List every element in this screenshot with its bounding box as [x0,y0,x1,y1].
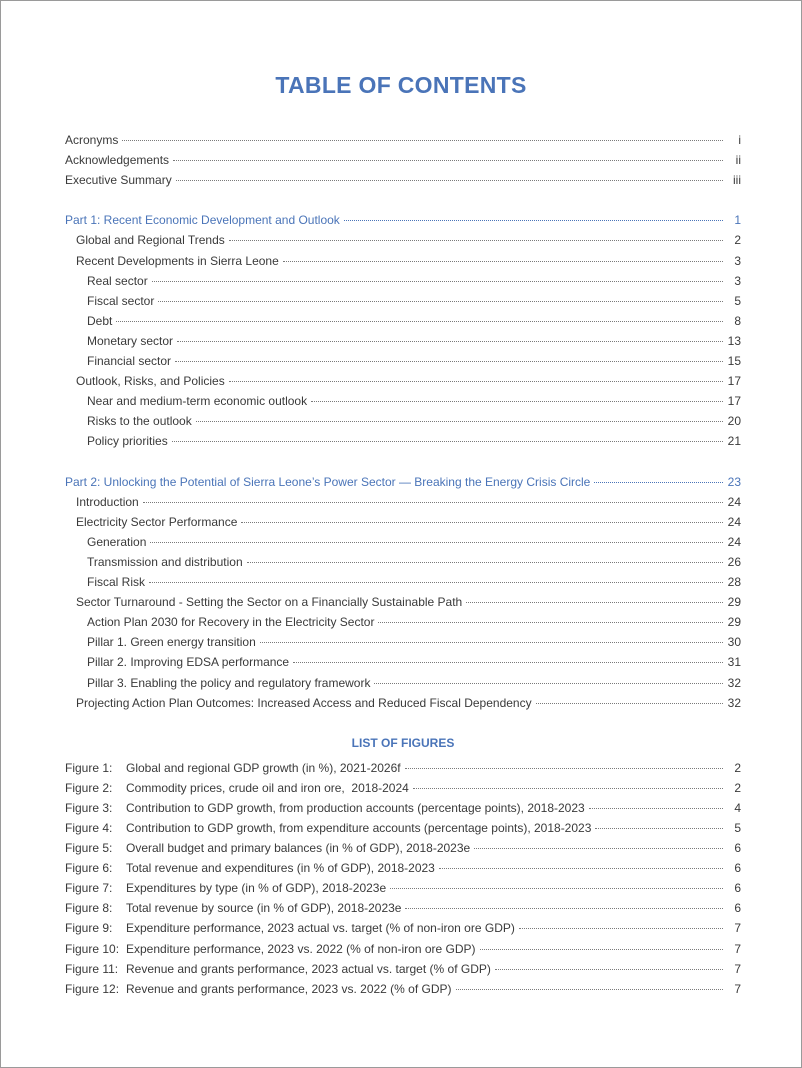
toc-entry-label: Electricity Sector Performance [76,514,238,529]
toc-entry-label: Near and medium-term economic outlook [87,394,308,409]
toc-entry-pillar-2[interactable] [65,652,741,672]
figure-page-number: 6 [734,861,741,876]
figure-entry[interactable] [65,898,741,918]
toc-page-number: iii [733,173,741,188]
dot-leader [405,908,723,909]
dot-leader [229,240,723,241]
figure-entry[interactable] [65,818,741,838]
dot-leader [196,421,723,422]
toc-entry-label: Recent Developments in Sierra Leone [76,253,279,268]
toc-entry-label: Monetary sector [87,333,174,348]
figure-number: Figure 9: [65,921,113,936]
figure-entry[interactable] [65,758,741,778]
figure-number: Figure 2: [65,780,113,795]
dot-leader [456,989,723,990]
toc-entry-label: Financial sector [87,354,172,369]
toc-page-number: 17 [727,394,741,409]
figure-page-number: 2 [734,760,741,775]
toc-entry-label: Global and Regional Trends [76,233,225,248]
figure-page-number: 7 [734,981,741,996]
dot-leader [439,868,723,869]
figure-caption: Contribution to GDP growth, from production accounts (percentage points), 2018-2023 [126,800,585,815]
figure-page-number: 5 [734,821,741,835]
dot-leader [247,562,723,563]
dot-leader [413,788,723,789]
figure-page-number: 7 [734,921,741,936]
toc-entry-label: Projecting Action Plan Outcomes: Increased Access and Reduced Fiscal Dependency [76,695,532,710]
dot-leader [176,180,723,181]
toc-entry-label: Acknowledgements [65,153,170,168]
toc-page-number: 5 [734,293,741,308]
toc-entry-generation[interactable] [65,532,741,552]
dot-leader [229,381,723,382]
dot-leader [116,321,723,322]
toc-entry-label: Sector Turnaround - Setting the Sector on a Financially Sustainable Path [76,595,463,610]
figure-page-number: 6 [734,901,741,916]
toc-entry-financial-sector[interactable] [65,351,741,371]
dot-leader [311,401,723,402]
toc-entry-monetary-sector[interactable] [65,331,741,351]
figure-caption: Expenditure performance, 2023 actual vs. target (% of non-iron ore GDP) [126,921,515,936]
toc-page-number: 24 [727,514,741,529]
dot-leader [143,502,723,503]
dot-leader [519,928,723,929]
toc-part-label: Part 1: Recent Economic Development and Outlook [65,213,340,228]
toc-page-number: 8 [734,313,741,328]
toc-page-number: 3 [734,273,741,288]
figure-number: Figure 6: [65,861,113,876]
toc-entry-label: Pillar 3. Enabling the policy and regulatory framework [87,675,371,690]
figure-number: Figure 7: [65,881,113,896]
figure-number: Figure 4: [65,821,113,835]
dot-leader [344,220,723,221]
toc-page-number: 13 [727,333,741,348]
toc-entry-pillar-1[interactable] [65,632,741,652]
figure-entry[interactable] [65,798,741,818]
page-title: TABLE OF CONTENTS [275,72,527,98]
toc-entry-acknowledgements[interactable] [65,150,741,170]
dot-leader [150,542,723,543]
toc-page-number: 1 [734,213,741,228]
figure-caption: Total revenue by source (in % of GDP), 2018-2023e [126,901,402,916]
figure-caption: Global and regional GDP growth (in %), 2021-2026f [126,760,401,775]
dot-leader [474,848,723,849]
toc-part-2[interactable] [65,472,741,492]
figure-caption: Revenue and grants performance, 2023 actual vs. target (% of GDP) [126,961,491,976]
toc-entry-label: Acronyms [65,133,119,147]
toc-page-number: 29 [727,615,741,630]
toc-entry-risks-outlook[interactable] [65,411,741,431]
figure-caption: Revenue and grants performance, 2023 vs. 2022 (% of GDP) [126,981,452,996]
toc-page-number: 28 [727,575,741,590]
toc-page-number: 20 [727,414,741,429]
toc-page-number: 32 [727,675,741,690]
toc-entry-label: Executive Summary [65,173,172,188]
toc-entry-transmission-distribution[interactable] [65,552,741,572]
toc-entry-introduction[interactable] [65,492,741,512]
dot-leader [173,160,723,161]
dot-leader [480,949,723,950]
toc-entry-label: Generation [87,534,147,549]
toc-page-number: 23 [727,474,741,489]
dot-leader [390,888,723,889]
toc-entry-label: Pillar 1. Green energy transition [87,635,256,650]
toc-entry-label: Transmission and distribution [87,554,243,569]
section-gap [65,452,741,472]
dot-leader [595,828,723,829]
toc-entry-policy-priorities[interactable] [65,431,741,451]
figure-entry[interactable] [65,939,741,959]
dot-leader [374,683,723,684]
toc-page-number: i [738,133,741,147]
toc-entry-label: Fiscal sector [87,293,155,308]
figure-page-number: 4 [734,800,741,815]
toc-page-number: 15 [727,354,741,369]
toc-entry-label: Introduction [76,494,139,509]
table-of-contents [65,130,741,999]
dot-leader [378,622,723,623]
toc-entry-label: Outlook, Risks, and Policies [76,374,225,389]
toc-part-label: Part 2: Unlocking the Potential of Sierra Leone’s Power Sector — Breaking the Energy Crisis Circle [65,474,591,489]
figure-number: Figure 11: [65,961,119,976]
figure-entry[interactable] [65,979,741,999]
dot-leader [241,522,723,523]
toc-entry-label: Pillar 2. Improving EDSA performance [87,655,290,670]
dot-leader [594,482,723,483]
figure-page-number: 2 [734,780,741,795]
figure-caption: Contribution to GDP growth, from expenditure accounts (percentage points), 2018-2023 [126,821,592,835]
toc-entry-label: Policy priorities [87,434,168,449]
dot-leader [495,969,723,970]
figure-entry[interactable] [65,918,741,938]
figure-entry[interactable] [65,858,741,878]
dot-leader [177,341,723,342]
toc-entry-pillar-3[interactable] [65,673,741,693]
toc-entry-fiscal-risk[interactable] [65,572,741,592]
dot-leader [589,808,723,809]
section-gap [65,190,741,210]
figure-number: Figure 12: [65,981,120,996]
dot-leader [149,582,723,583]
toc-entry-recent-developments[interactable] [65,251,741,271]
figure-entry[interactable] [65,838,741,858]
toc-entry-label: Risks to the outlook [87,414,192,429]
dot-leader [466,602,723,603]
figure-number: Figure 10: [65,941,120,956]
toc-entry-fiscal-sector[interactable] [65,291,741,311]
dot-leader [152,281,723,282]
toc-entry-acronyms[interactable] [65,130,741,150]
toc-page-number: 32 [727,695,741,710]
toc-entry-outlook-risks-policies[interactable] [65,371,741,391]
figure-number: Figure 5: [65,841,113,856]
figure-page-number: 7 [734,961,741,976]
toc-entry-sector-turnaround[interactable] [65,592,741,612]
toc-page-number: 2 [734,233,741,248]
figure-page-number: 6 [734,881,741,896]
toc-entry-label: Fiscal Risk [87,575,146,590]
toc-page-number: 24 [727,494,741,509]
dot-leader [172,441,723,442]
figure-entry[interactable] [65,778,741,798]
toc-page-number: 21 [727,434,741,449]
toc-page-number: 3 [734,253,741,268]
figure-page-number: 6 [734,841,741,856]
dot-leader [122,140,723,141]
figure-number: Figure 3: [65,800,113,815]
toc-entry-debt[interactable] [65,311,741,331]
toc-entry-global-regional-trends[interactable] [65,230,741,250]
toc-page-number: 29 [727,595,741,610]
dot-leader [405,768,723,769]
dot-leader [158,301,723,302]
figure-number: Figure 1: [65,760,113,775]
toc-page-number: 31 [727,655,741,670]
dot-leader [293,662,723,663]
toc-part-1[interactable] [65,210,741,230]
toc-entry-label: Action Plan 2030 for Recovery in the Electricity Sector [87,615,375,630]
dot-leader [536,703,723,704]
toc-entry-projecting-outcomes[interactable] [65,693,741,713]
toc-page-number: 30 [727,635,741,650]
toc-entry-executive-summary[interactable] [65,170,741,190]
toc-page-number: 26 [727,554,741,569]
toc-page-number: 17 [727,374,741,389]
figure-entry[interactable] [65,959,741,979]
dot-leader [175,361,723,362]
list-of-figures-title: LIST OF FIGURES [351,735,455,750]
toc-entry-action-plan-2030[interactable] [65,612,741,632]
figure-caption: Expenditures by type (in % of GDP), 2018-2023e [126,881,387,896]
toc-entry-label: Debt [87,313,113,328]
toc-page-number: 24 [727,534,741,549]
figure-caption: Expenditure performance, 2023 vs. 2022 (% of non-iron ore GDP) [126,941,476,956]
dot-leader [283,261,723,262]
toc-entry-economic-outlook[interactable] [65,391,741,411]
dot-leader [260,642,723,643]
toc-entry-electricity-performance[interactable] [65,512,741,532]
figure-entry[interactable] [65,878,741,898]
figure-number: Figure 8: [65,901,113,916]
figure-caption: Commodity prices, crude oil and iron ore, 2018-2024 [126,780,409,795]
figure-page-number: 7 [734,941,741,956]
figure-caption: Overall budget and primary balances (in % of GDP), 2018-2023e [126,841,471,856]
toc-page-number: ii [735,153,741,168]
toc-entry-label: Real sector [87,273,148,288]
figure-caption: Total revenue and expenditures (in % of GDP), 2018-2023 [126,861,435,876]
toc-entry-real-sector[interactable] [65,271,741,291]
